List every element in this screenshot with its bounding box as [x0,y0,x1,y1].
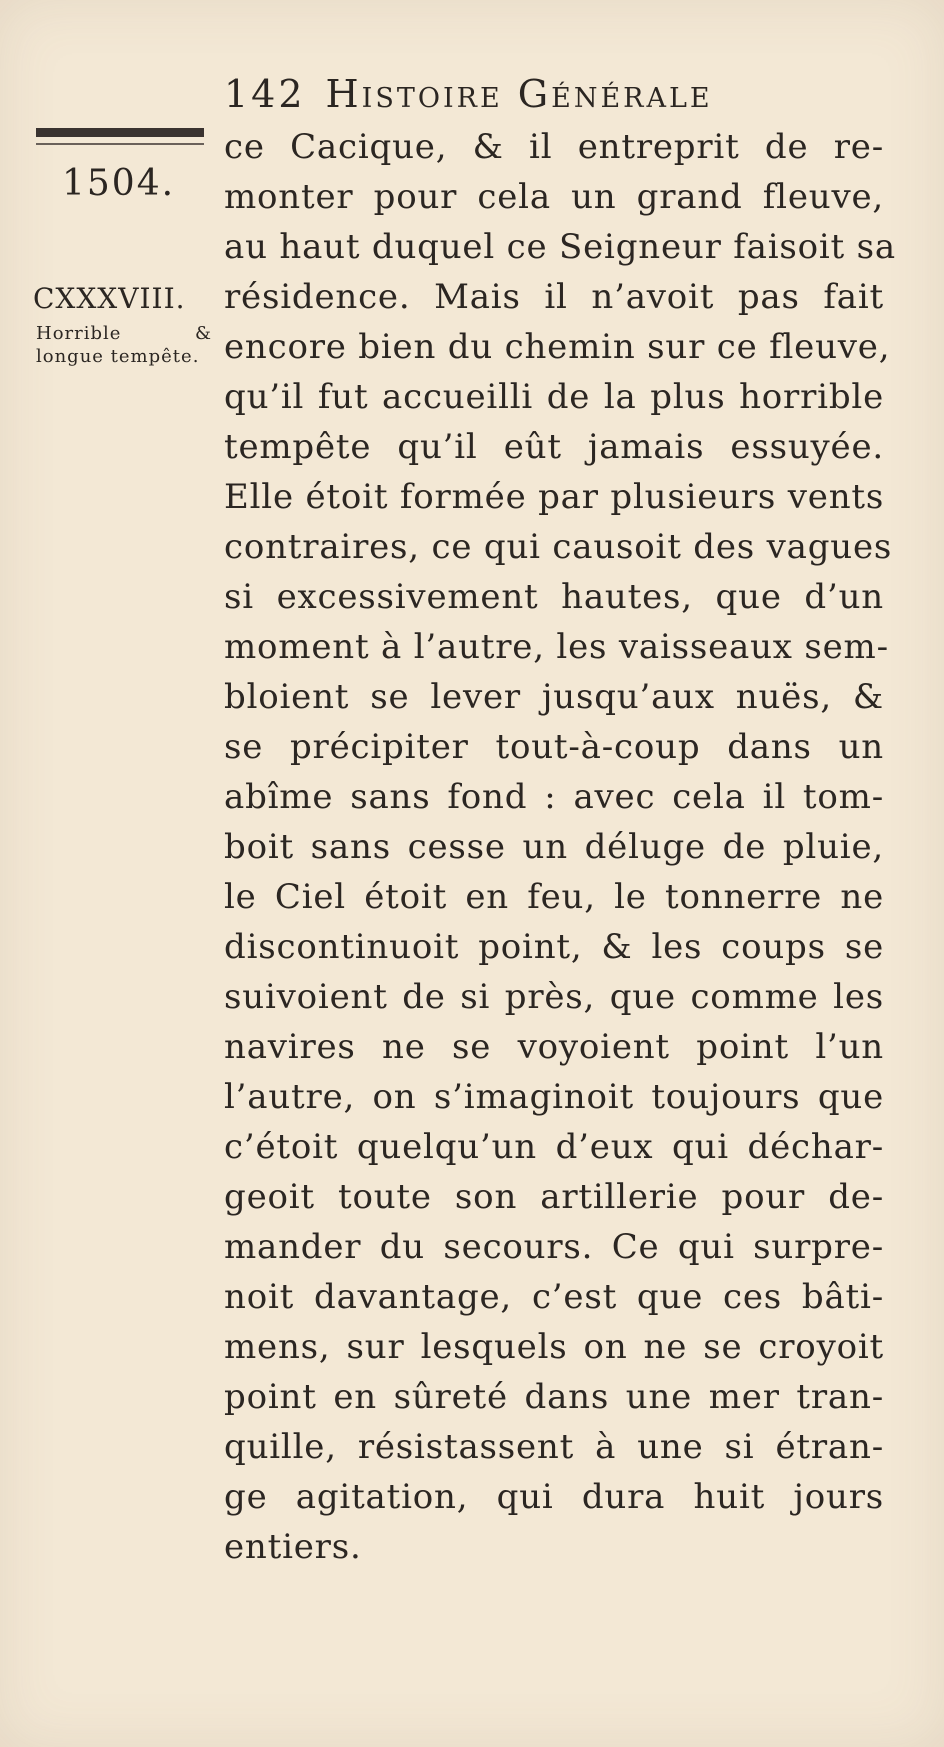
text-line: qu’il fut accueilli de la plus horrible [224,377,884,417]
text-line: si excessivement hautes, que d’un [224,577,884,617]
text-line: ge agitation, qui dura huit jours [224,1477,884,1517]
page-title: Histoire Générale [325,72,713,116]
text-line: l’autre, on s’imaginoit toujours que [224,1077,884,1117]
text-line: noit davantage, c’est que ces bâti- [224,1277,884,1317]
text-line: discontinuoit point, & les coups se [224,927,884,967]
running-head [224,70,844,118]
text-line: navires ne se voyoient point l’un [224,1027,884,1067]
ornamental-rule [36,128,204,137]
text-line: c’étoit quelqu’un d’eux qui déchar- [224,1127,884,1167]
page-number: 142 [224,72,306,116]
text-line: bloient se lever jusqu’aux nuës, & [224,677,884,717]
text-line: abîme sans fond : avec cela il tom- [224,777,884,817]
text-line: entiers. [224,1527,362,1567]
text-line: tempête qu’il eût jamais essuyée. [224,427,884,467]
text-line: mander du secours. Ce qui surpre- [224,1227,884,1267]
text-line: mens, sur lesquels on ne se croyoit [224,1327,884,1367]
text-line: monter pour cela un grand fleuve, [224,177,884,217]
text-line: résidence. Mais il n’avoit pas fait [224,277,884,317]
margin-chapter-number: CXXXVIII. [33,282,186,315]
text-line: encore bien du chemin sur ce fleuve, [224,327,891,367]
text-line: suivoient de si près, que comme les [224,977,884,1017]
text-line: Elle étoit formée par plusieurs vents [224,477,885,517]
text-line: se précipiter tout-à-coup dans un [224,727,884,767]
text-line: point en sûreté dans une mer tran- [224,1377,884,1417]
text-line: au haut duquel ce Seigneur faisoit sa [224,227,896,267]
body-text [224,122,896,1572]
margin-year: 1504. [62,163,176,204]
text-line: contraires, ce qui causoit des vagues [224,527,893,567]
text-line: ce Cacique, & il entreprit de re- [224,127,884,167]
margin-summary-note: Horrible & longue tempête. [36,323,212,367]
text-line: le Ciel étoit en feu, le tonnerre ne [224,877,884,917]
margin-divider [36,143,204,145]
text-line: moment à l’autre, les vaisseaux sem- [224,627,889,667]
text-line: geoit toute son artillerie pour de- [224,1177,884,1217]
text-line: boit sans cesse un déluge de pluie, [224,827,884,867]
text-line: quille, résistassent à une si étran- [224,1427,884,1467]
